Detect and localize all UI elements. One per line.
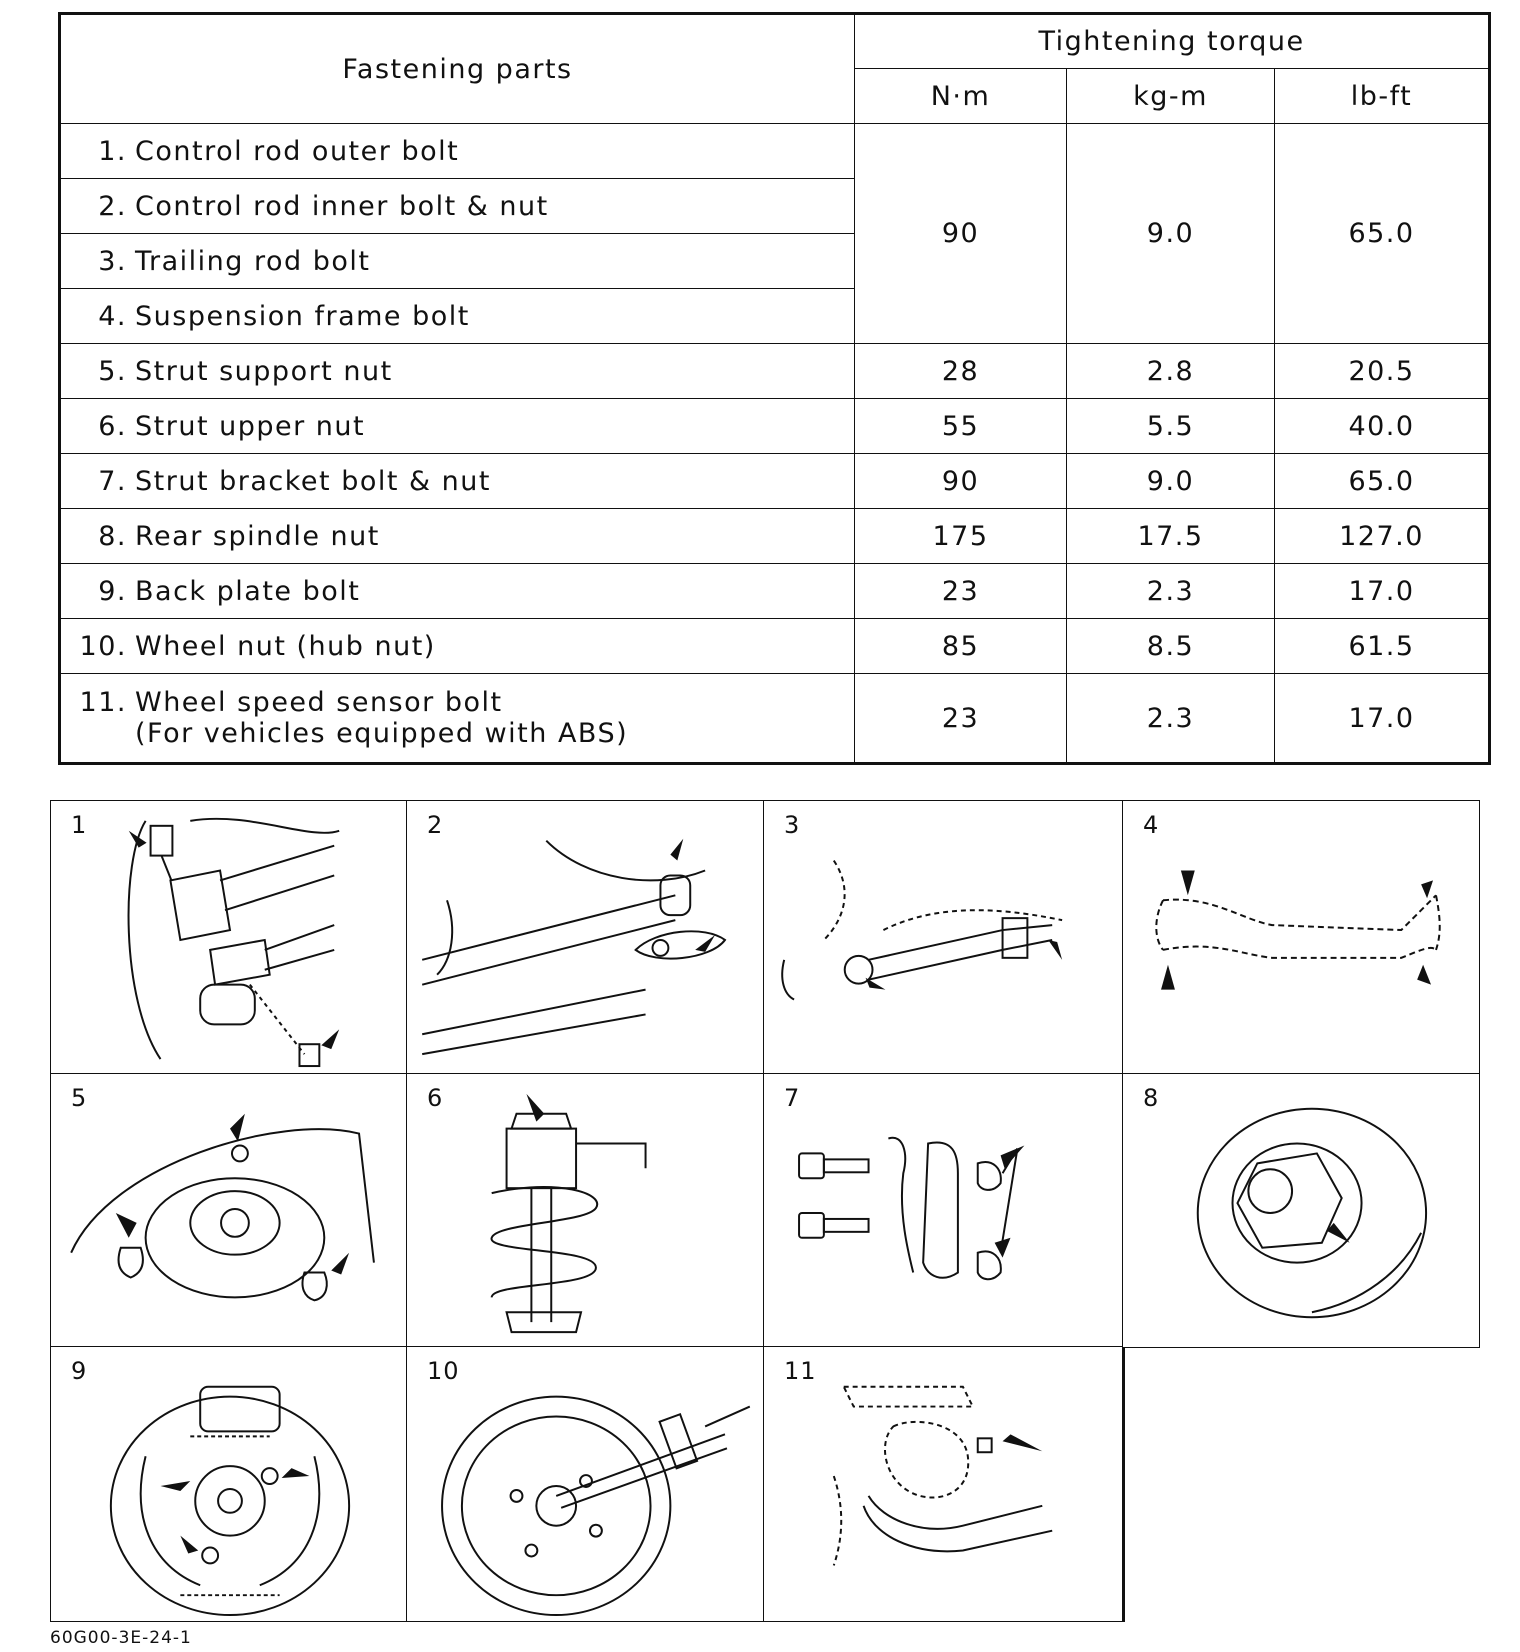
torque-kgm: 2.3 xyxy=(1067,674,1275,764)
part-number: 8. xyxy=(98,520,127,552)
control-rod-inner-bolt-illustration xyxy=(407,801,763,1073)
part-name: Strut support nut xyxy=(135,355,393,387)
torque-nm: 23 xyxy=(855,564,1067,619)
torque-kgm: 9.0 xyxy=(1067,124,1275,344)
figure-label: 9 xyxy=(71,1357,88,1385)
torque-kgm: 9.0 xyxy=(1067,454,1275,509)
part-cell xyxy=(60,124,855,179)
part-number: 6. xyxy=(98,410,127,442)
part-number: 4. xyxy=(98,300,127,332)
torque-lbft: 65.0 xyxy=(1275,124,1490,344)
strut-upper-nut-illustration xyxy=(407,1074,763,1347)
torque-lbft: 40.0 xyxy=(1275,399,1490,454)
torque-kgm: 17.5 xyxy=(1067,509,1275,564)
part-cell xyxy=(60,399,855,454)
part-cell xyxy=(60,454,855,509)
torque-nm: 55 xyxy=(855,399,1067,454)
part-name: Back plate bolt xyxy=(135,575,361,607)
torque-nm: 90 xyxy=(855,124,1067,344)
table-row xyxy=(60,619,1490,674)
torque-kgm: 8.5 xyxy=(1067,619,1275,674)
part-name: Wheel nut (hub nut) xyxy=(135,630,436,662)
part-number: 9. xyxy=(98,575,127,607)
part-cell xyxy=(60,619,855,674)
torque-lbft: 65.0 xyxy=(1275,454,1490,509)
part-name: Wheel speed sensor bolt xyxy=(135,687,503,718)
part-cell xyxy=(60,179,855,234)
header-unit-kgm: kg-m xyxy=(1067,69,1275,124)
table-row xyxy=(60,399,1490,454)
torque-kgm: 5.5 xyxy=(1067,399,1275,454)
torque-nm: 23 xyxy=(855,674,1067,764)
figure-label: 6 xyxy=(427,1084,444,1112)
figure-label: 4 xyxy=(1143,811,1160,839)
header-unit-lbft: lb-ft xyxy=(1275,69,1490,124)
part-name: Strut upper nut xyxy=(135,410,366,442)
part-name: Trailing rod bolt xyxy=(135,245,371,277)
figure-7 xyxy=(763,1073,1123,1348)
figure-grid xyxy=(50,800,1480,1622)
part-name: Strut bracket bolt & nut xyxy=(135,465,491,497)
part-cell xyxy=(60,509,855,564)
torque-lbft: 17.0 xyxy=(1275,564,1490,619)
part-cell xyxy=(60,674,855,764)
part-cell xyxy=(60,289,855,344)
figure-label: 11 xyxy=(784,1357,817,1385)
torque-kgm: 2.8 xyxy=(1067,344,1275,399)
torque-lbft: 20.5 xyxy=(1275,344,1490,399)
part-note: (For vehicles equipped with ABS) xyxy=(135,718,629,749)
part-name: Control rod outer bolt xyxy=(135,135,460,167)
table-row xyxy=(60,564,1490,619)
torque-lbft: 17.0 xyxy=(1275,674,1490,764)
figure-label: 7 xyxy=(784,1084,801,1112)
document-code: 60G00-3E-24-1 xyxy=(50,1628,192,1648)
rear-spindle-nut-illustration xyxy=(1123,1074,1479,1347)
part-number: 2. xyxy=(98,190,127,222)
part-cell xyxy=(60,234,855,289)
figure-label: 5 xyxy=(71,1084,88,1112)
part-number: 1. xyxy=(98,135,127,167)
part-name: Control rod inner bolt & nut xyxy=(135,190,549,222)
table-row xyxy=(60,674,1490,764)
back-plate-bolt-illustration xyxy=(51,1347,406,1621)
strut-support-nut-illustration xyxy=(51,1074,406,1347)
figure-label: 2 xyxy=(427,811,444,839)
strut-bracket-bolt-illustration xyxy=(764,1074,1122,1347)
header-tightening-torque: Tightening torque xyxy=(855,14,1490,69)
wheel-speed-sensor-bolt-illustration xyxy=(764,1347,1122,1621)
figure-label: 1 xyxy=(71,811,88,839)
part-cell xyxy=(60,564,855,619)
figure-10 xyxy=(406,1346,764,1622)
torque-kgm: 2.3 xyxy=(1067,564,1275,619)
figure-3 xyxy=(763,800,1123,1074)
part-number: 11. xyxy=(79,687,127,718)
table-row xyxy=(60,509,1490,564)
table-row xyxy=(60,124,1490,179)
torque-nm: 85 xyxy=(855,619,1067,674)
figure-6 xyxy=(406,1073,764,1348)
torque-nm: 28 xyxy=(855,344,1067,399)
suspension-frame-bolt-illustration xyxy=(1123,801,1479,1073)
figure-11 xyxy=(763,1346,1123,1622)
header-fastening-parts: Fastening parts xyxy=(60,14,855,124)
figure-1 xyxy=(50,800,407,1074)
part-number: 3. xyxy=(98,245,127,277)
torque-table xyxy=(58,12,1491,765)
table-row xyxy=(60,344,1490,399)
trailing-rod-bolt-illustration xyxy=(764,801,1122,1073)
torque-nm: 90 xyxy=(855,454,1067,509)
part-number: 5. xyxy=(98,355,127,387)
part-name: Suspension frame bolt xyxy=(135,300,470,332)
figure-label: 10 xyxy=(427,1357,460,1385)
torque-lbft: 127.0 xyxy=(1275,509,1490,564)
part-name: Rear spindle nut xyxy=(135,520,380,552)
figure-label: 8 xyxy=(1143,1084,1160,1112)
table-row xyxy=(60,454,1490,509)
figure-8 xyxy=(1122,1073,1480,1348)
part-number: 7. xyxy=(98,465,127,497)
control-rod-outer-bolt-illustration xyxy=(51,801,406,1073)
part-number: 10. xyxy=(79,630,127,662)
wheel-nut-illustration xyxy=(407,1347,763,1621)
figure-4 xyxy=(1122,800,1480,1074)
figure-9 xyxy=(50,1346,407,1622)
figure-5 xyxy=(50,1073,407,1348)
torque-lbft: 61.5 xyxy=(1275,619,1490,674)
header-unit-nm: N·m xyxy=(855,69,1067,124)
figure-2 xyxy=(406,800,764,1074)
figure-label: 3 xyxy=(784,811,801,839)
part-cell xyxy=(60,344,855,399)
torque-nm: 175 xyxy=(855,509,1067,564)
